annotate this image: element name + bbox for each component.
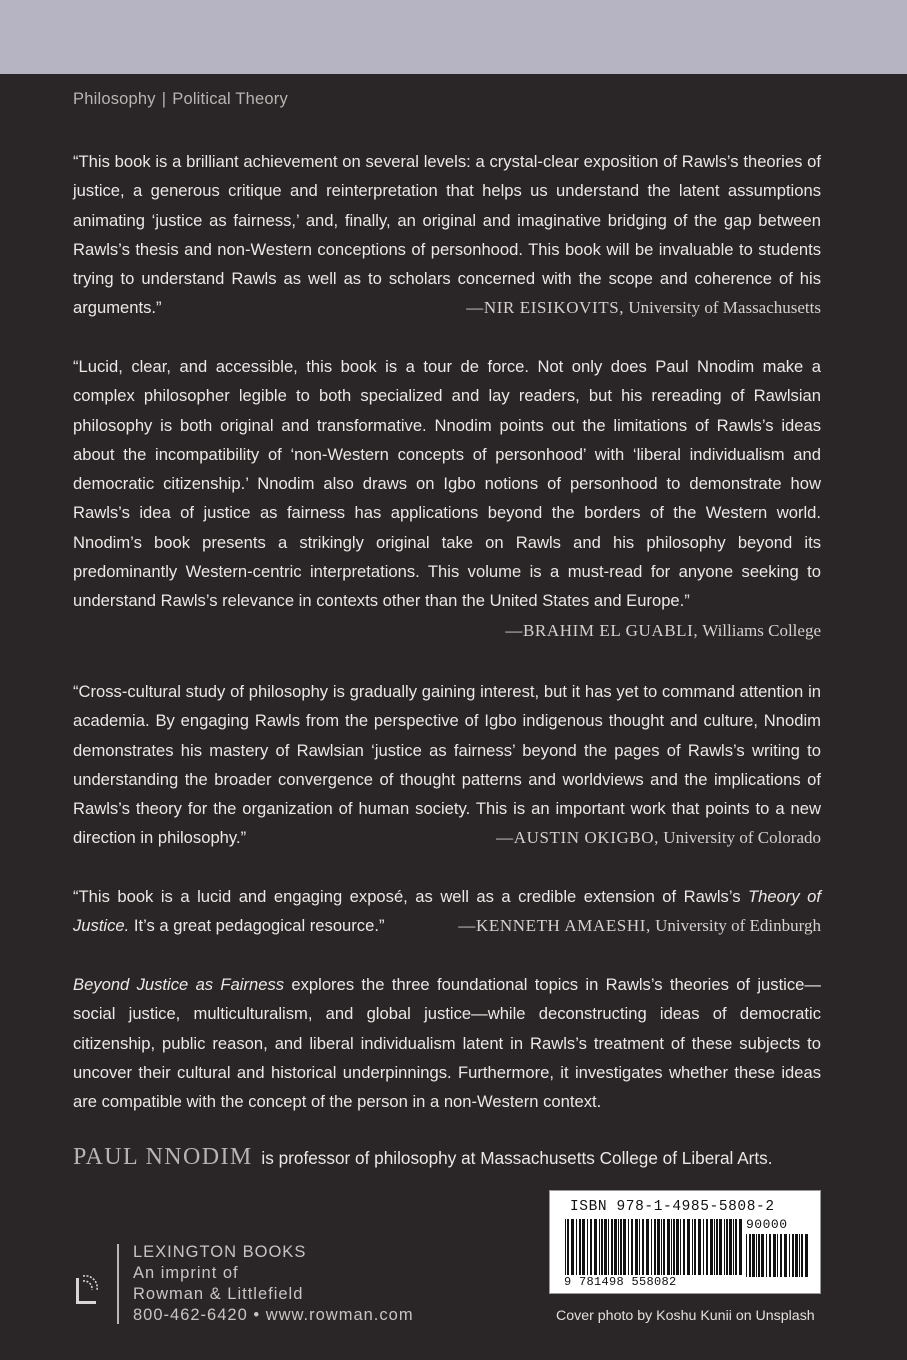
barcode-bar: [601, 1219, 603, 1275]
barcode-bar: [654, 1219, 656, 1275]
barcode-bar: [590, 1219, 592, 1275]
barcode-bar: [805, 1234, 808, 1277]
barcode-bar: [792, 1234, 794, 1277]
attribution-affiliation: University of Edinburgh: [655, 916, 821, 936]
barcode-bar: [692, 1219, 693, 1275]
top-color-band: [0, 0, 907, 74]
barcode-bar: [752, 1234, 755, 1277]
book-title: Beyond Justice as Fairness: [73, 975, 285, 994]
category-secondary: Political Theory: [172, 90, 288, 108]
barcode-bar: [719, 1219, 722, 1275]
barcode-bar: [576, 1219, 577, 1275]
isbn-barcode: [549, 1190, 821, 1294]
barcode-bar: [646, 1219, 649, 1275]
publisher-contact: 800-462-6420 • www.rowman.com: [133, 1306, 414, 1324]
quote-text: “Cross-cultural study of philosophy is gradually gaining interest, but it has yet to command attention in academia. By engaging Rawls from the perspective of Igbo indigenous thought and culture, Nnodim demonstrates his mastery of Rawlsian ‘justice as fairness’ beyond the pages of Rawls’s writing to understanding the broader convergence of thought patterns and worldviews and the implications of Rawls’s theory for the organization of human society. This is an important work that points to a new direction in philosophy.”: [73, 682, 821, 848]
blurb-quote-4: [73, 882, 821, 941]
barcode-bar: [582, 1219, 585, 1275]
blurb-quote-2: [73, 352, 821, 645]
author-bio-text: is professor of philosophy at Massachusetts College of Liberal Arts.: [261, 1148, 773, 1168]
quote-attribution: [496, 823, 821, 852]
barcode-bar: [657, 1219, 660, 1275]
barcode-bar: [614, 1219, 617, 1275]
publisher-imprint-1: An imprint of: [133, 1264, 239, 1282]
barcode-bar: [604, 1219, 607, 1275]
attribution-name: —BRAHIM EL GUABLI,: [505, 620, 699, 640]
barcode-bar: [746, 1234, 747, 1277]
publisher-info: [133, 1242, 414, 1326]
author-name: PAUL NNODIM: [73, 1144, 253, 1170]
cover-photo-credit: Cover photo by Koshu Kunii on Unsplash: [556, 1308, 815, 1324]
barcode-bar: [799, 1234, 800, 1277]
barcode-bar: [801, 1234, 803, 1277]
barcode-bar: [784, 1234, 787, 1277]
attribution-affiliation: University of Colorado: [663, 828, 821, 848]
category-label: [73, 90, 288, 109]
barcode-bar: [756, 1234, 757, 1277]
barcode-bar: [761, 1234, 764, 1277]
barcode-bar: [780, 1234, 782, 1277]
blurb-quote-1: [73, 147, 821, 323]
attribution-name: —KENNETH AMAESHI,: [458, 916, 651, 936]
barcode-bar: [635, 1219, 638, 1275]
quote-text-italic: Theory of Justice.: [73, 887, 821, 936]
barcode-bars: [565, 1219, 745, 1277]
barcode-bar: [769, 1234, 771, 1277]
barcode-bar: [628, 1219, 629, 1275]
barcode-bar: [567, 1219, 569, 1275]
barcode-bar: [777, 1234, 778, 1277]
barcode-bar: [726, 1219, 728, 1275]
barcode-bar: [795, 1234, 798, 1277]
isbn-label: ISBN 978-1-4985-5808-2: [570, 1199, 775, 1215]
barcode-bar: [773, 1234, 776, 1277]
barcode-bar: [620, 1219, 622, 1275]
publisher-block: [73, 1242, 493, 1332]
barcode-bar: [631, 1219, 633, 1275]
barcode-bar: [642, 1219, 644, 1275]
price-barcode-bars: [746, 1234, 808, 1277]
barcode-bar: [703, 1219, 704, 1275]
barcode-bar: [706, 1219, 708, 1275]
barcode-bar: [676, 1219, 679, 1275]
quote-text: “This book is a brilliant achievement on several levels: a crystal-clear exposition of Rawls’s theories of justice, a generous critique and reinterpretation that helps us understand the latent assumptions animating ‘justice as fairness,’ and, finally, an original and imaginative bridging of the gap between Rawls’s thesis and non-Western conceptions of personhood. This book will be invaluable to students trying to understand Rawls as well as to scholars concerned with the scope and coherence of his arguments.”: [73, 152, 821, 318]
blurb-quote-3: [73, 677, 821, 853]
barcode-bar: [724, 1219, 725, 1275]
publisher-name: LEXINGTON BOOKS: [133, 1243, 307, 1261]
lexington-books-logo-icon: [73, 1272, 101, 1308]
barcode-bar: [739, 1219, 742, 1275]
barcode-bar: [594, 1219, 597, 1275]
barcode-bar: [694, 1219, 696, 1275]
book-description: [73, 970, 821, 1116]
barcode-bar: [766, 1234, 767, 1277]
barcode-bar: [716, 1219, 718, 1275]
barcode-bar: [733, 1219, 734, 1275]
barcode-bar: [680, 1219, 681, 1275]
quote-attribution: [458, 911, 821, 940]
description-text: explores the three foundational topics in Rawls’s theories of justice—social justice, multiculturalism, and global justice—while deconstructing ideas of democratic citizenship, public reason, and liberal individualism latent in Rawls’s treatment of these subjects to uncover their cultural and historical underpinnings. Furthermore, it investigates whether these ideas are compatible with the concept of the person in a non-Western context.: [73, 975, 821, 1112]
barcode-bar: [710, 1219, 713, 1275]
barcode-bar: [698, 1219, 701, 1275]
barcode-bar: [611, 1219, 613, 1275]
barcode-digits: 9 781498 558082: [564, 1275, 677, 1289]
barcode-bar: [608, 1219, 609, 1275]
barcode-bar: [651, 1219, 652, 1275]
publisher-divider: [117, 1244, 119, 1324]
attribution-name: —AUSTIN OKIGBO,: [496, 828, 660, 848]
barcode-bar: [565, 1219, 566, 1275]
price-code: 90000: [746, 1217, 788, 1232]
barcode-bar: [683, 1219, 685, 1275]
barcode-bar: [623, 1219, 626, 1275]
barcode-bar: [714, 1219, 715, 1275]
barcode-bar: [729, 1219, 732, 1275]
barcode-bar: [687, 1219, 690, 1275]
attribution-affiliation: University of Massachusetts: [628, 298, 821, 318]
author-bio: [73, 1144, 853, 1171]
barcode-bar: [661, 1219, 662, 1275]
barcode-bar: [667, 1219, 670, 1275]
barcode-bar: [671, 1219, 672, 1275]
barcode-bar: [735, 1219, 737, 1275]
barcode-bar: [618, 1219, 619, 1275]
barcode-bar: [673, 1219, 675, 1275]
barcode-bar: [758, 1234, 760, 1277]
category-separator: |: [161, 90, 167, 108]
barcode-bar: [579, 1219, 581, 1275]
barcode-bar: [599, 1219, 600, 1275]
barcode-bar: [639, 1219, 640, 1275]
quote-text-end: It’s a great pedagogical resource.”: [129, 916, 385, 936]
barcode-bar: [571, 1219, 574, 1275]
quote-attribution: [466, 293, 821, 322]
quote-attribution: [73, 616, 821, 645]
barcode-bar: [587, 1219, 588, 1275]
attribution-name: —NIR EISIKOVITS,: [466, 298, 625, 318]
barcode-bar: [749, 1234, 751, 1277]
quote-text: “Lucid, clear, and accessible, this book is a tour de force. Not only does Paul Nnodim make a complex philosopher legible to both specialized and lay readers, but his rereading of Rawlsian philosophy is both original and transformative. Nnodim points out the limitations of Rawls’s ideas about the incompatibility of ‘non-Western concepts of personhood’ with ‘liberal individualism and democratic citizenship.’ Nnodim also draws on Igbo notions of personhood to demonstrate how Rawls’s idea of justice as fairness has applications beyond the borders of the Western world. Nnodim’s book presents a strikingly original take on Rawls and his philosophy beyond its predominantly Western-centric interpretations. This volume is a must-read for anyone seeking to understand Rawls’s relevance in contexts other than the United States and Europe.”: [73, 357, 821, 611]
quote-text-start: “This book is a lucid and engaging exposé, as well as a credible extension of Rawls’s: [73, 887, 748, 906]
category-primary: Philosophy: [73, 90, 156, 108]
barcode-bar: [789, 1234, 790, 1277]
attribution-affiliation: Williams College: [702, 620, 821, 640]
barcode-bar: [663, 1219, 665, 1275]
publisher-imprint-2: Rowman & Littlefield: [133, 1285, 304, 1303]
